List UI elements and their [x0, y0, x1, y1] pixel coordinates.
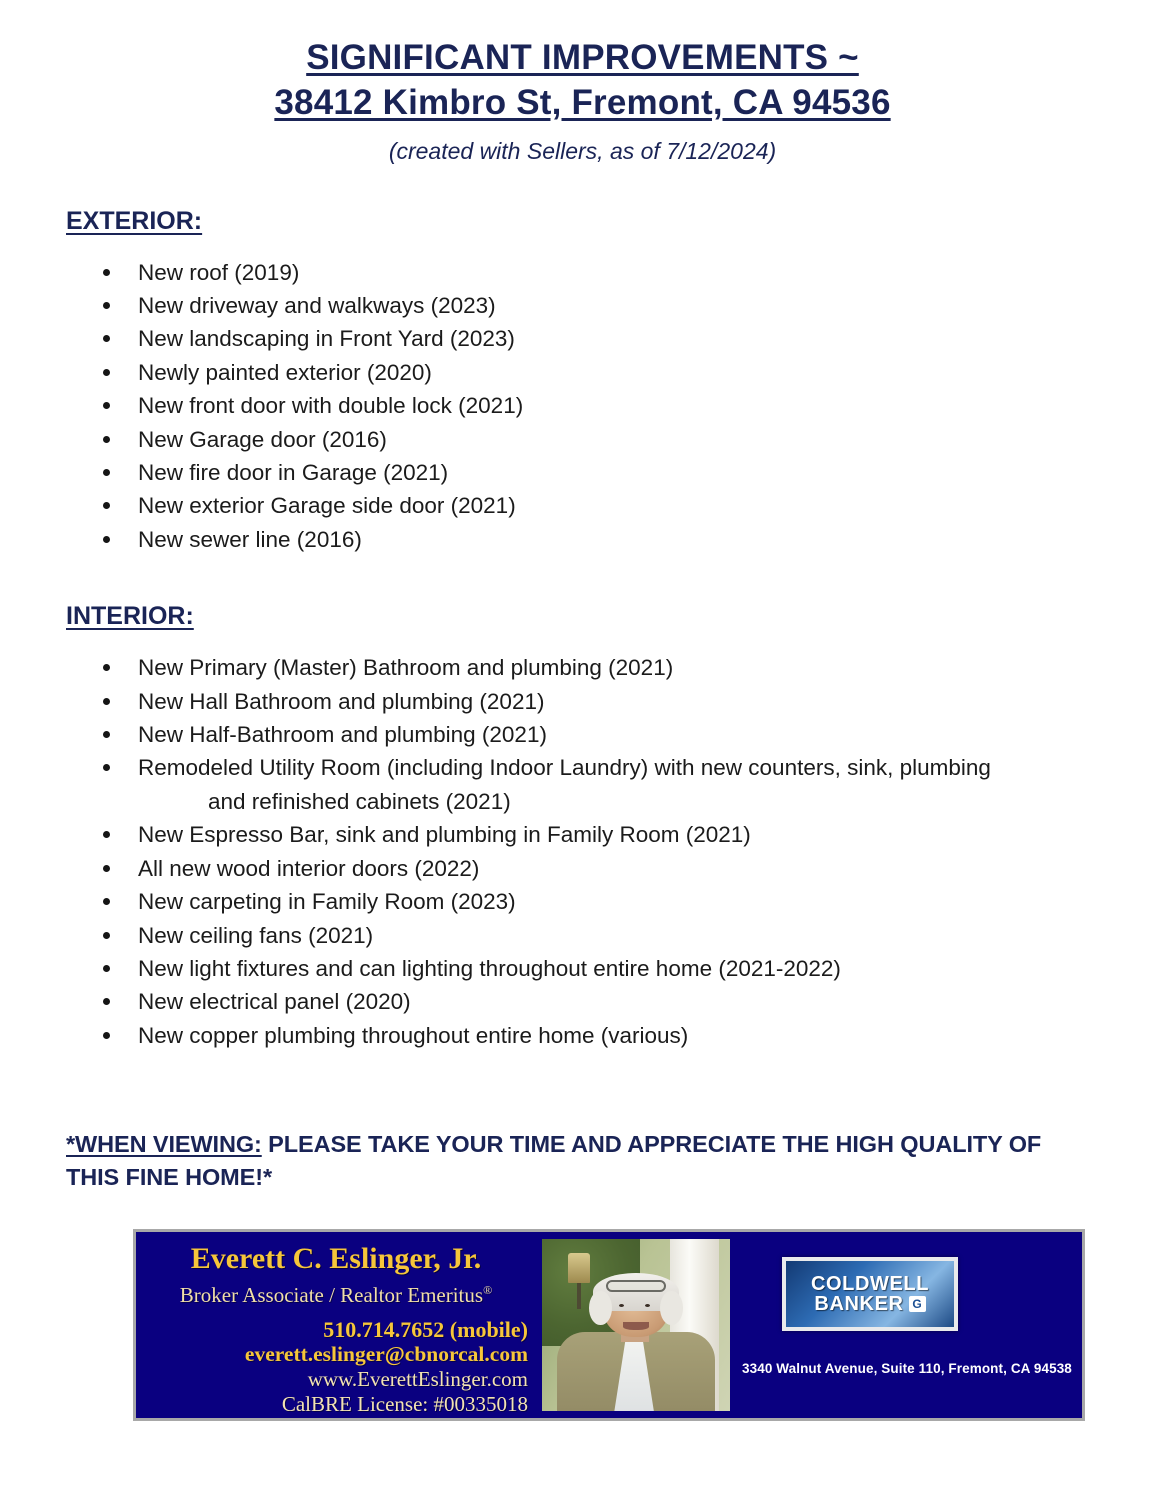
- list-item: [0, 356, 1165, 389]
- brokerage-office-address: 3340 Walnut Avenue, Suite 110, Fremont, CA 94538: [742, 1361, 1072, 1376]
- list-item-text: New Garage door (2016): [138, 426, 387, 452]
- registered-mark-icon: ®: [483, 1283, 493, 1297]
- document-header: [0, 0, 1165, 165]
- brokerage-name-line-2: BANKER: [814, 1293, 904, 1315]
- list-item-text: New sewer line (2016): [138, 526, 362, 552]
- list-item-text: New Primary (Master) Bathroom and plumbing (2021): [138, 655, 674, 681]
- list-item: [0, 718, 1165, 751]
- list-item: [0, 322, 1165, 355]
- page-title-text-1: SIGNIFICANT IMPROVEMENTS ~: [306, 38, 859, 77]
- list-item: [0, 389, 1165, 422]
- agent-email[interactable]: everett.eslinger@cbnorcal.com: [244, 1342, 528, 1367]
- list-item: [0, 685, 1165, 718]
- photo-smile: [623, 1322, 649, 1331]
- list-item: [0, 289, 1165, 322]
- agent-phone: 510.714.7652 (mobile): [323, 1316, 528, 1342]
- list-item: [0, 651, 1165, 684]
- list-item: [0, 919, 1165, 952]
- viewing-callout-prefix: *WHEN VIEWING:: [66, 1131, 262, 1158]
- list-item: [0, 985, 1165, 1018]
- list-item-text: New copper plumbing throughout entire home (various): [138, 1022, 689, 1048]
- page-title-line-2: [0, 81, 1165, 126]
- list-item: [0, 456, 1165, 489]
- list-item-text: Newly painted exterior (2020): [138, 359, 432, 385]
- brokerage-block: [730, 1232, 1082, 1418]
- viewing-callout: [66, 1128, 1096, 1193]
- list-item-text: New front door with double lock (2021): [138, 393, 524, 419]
- brokerage-name-line-2-row: [814, 1294, 925, 1314]
- agent-contact-banner: [133, 1229, 1085, 1421]
- agent-license-number: CalBRE License: #00335018: [281, 1392, 528, 1417]
- list-item: [0, 423, 1165, 456]
- section-heading-interior: INTERIOR:: [66, 602, 194, 631]
- list-item: [0, 1019, 1165, 1052]
- brokerage-mark-icon: G: [909, 1296, 926, 1312]
- exterior-improvements-list: [0, 256, 1165, 557]
- agent-name: Everett C. Eslinger, Jr.: [190, 1242, 482, 1275]
- agent-role: [144, 1283, 528, 1308]
- list-item-text: New driveway and walkways (2023): [138, 293, 496, 318]
- list-item: [0, 523, 1165, 556]
- list-item: [0, 489, 1165, 522]
- interior-improvements-list: [0, 651, 1165, 1052]
- photo-lamp-post: [568, 1253, 590, 1283]
- list-item-text: New Espresso Bar, sink and plumbing in Family Room (2021): [138, 822, 751, 848]
- photo-hair-left: [589, 1291, 612, 1325]
- section-heading-exterior: EXTERIOR:: [66, 206, 203, 235]
- list-item: [0, 885, 1165, 918]
- agent-details: [136, 1232, 536, 1418]
- agent-role-text: Broker Associate / Realtor Emeritus: [179, 1283, 484, 1307]
- photo-hair-right: [660, 1291, 683, 1325]
- list-item-text: All new wood interior doors (2022): [138, 855, 480, 881]
- list-item-text: New ceiling fans (2021): [138, 922, 374, 948]
- list-item-text-continuation: and refinished cabinets (2021): [208, 788, 511, 814]
- list-item-text: Remodeled Utility Room (including Indoor Laundry) with new counters, sink, plumbing: [138, 755, 991, 781]
- list-item-text: New electrical panel (2020): [138, 989, 411, 1015]
- list-item-text: New landscaping in Front Yard (2023): [138, 326, 515, 352]
- list-item-text: New roof (2019): [138, 259, 300, 285]
- coldwell-banker-logo: [782, 1257, 958, 1331]
- list-item: [0, 818, 1165, 851]
- viewing-callout-rest: PLEASE TAKE YOUR TIME AND APPRECIATE THE HIGH QUALITY OF THIS FINE HOME!*: [66, 1131, 1042, 1190]
- list-item-text: New Half-Bathroom and plumbing (2021): [138, 722, 547, 748]
- agent-website[interactable]: www.EverettEslinger.com: [307, 1367, 528, 1392]
- list-item-text: New carpeting in Family Room (2023): [138, 889, 516, 915]
- page-title-text-2: 38412 Kimbro St, Fremont, CA 94536: [274, 82, 891, 122]
- photo-eyeglasses: [606, 1280, 666, 1292]
- list-item-text: New Hall Bathroom and plumbing (2021): [138, 688, 545, 714]
- agent-portrait-photo: [542, 1239, 730, 1411]
- list-item-text: New fire door in Garage (2021): [138, 460, 449, 486]
- list-item: [0, 751, 1165, 818]
- list-item-text: New exterior Garage side door (2021): [138, 493, 516, 519]
- brokerage-name-line-1: COLDWELL: [810, 1272, 930, 1295]
- page-subtitle: (created with Sellers, as of 7/12/2024): [388, 137, 777, 164]
- list-item: [0, 952, 1165, 985]
- list-item: [0, 256, 1165, 289]
- list-item-text: New light fixtures and can lighting throughout entire home (2021-2022): [138, 955, 841, 981]
- page-title-line-1: [0, 36, 1165, 81]
- list-item: [0, 852, 1165, 885]
